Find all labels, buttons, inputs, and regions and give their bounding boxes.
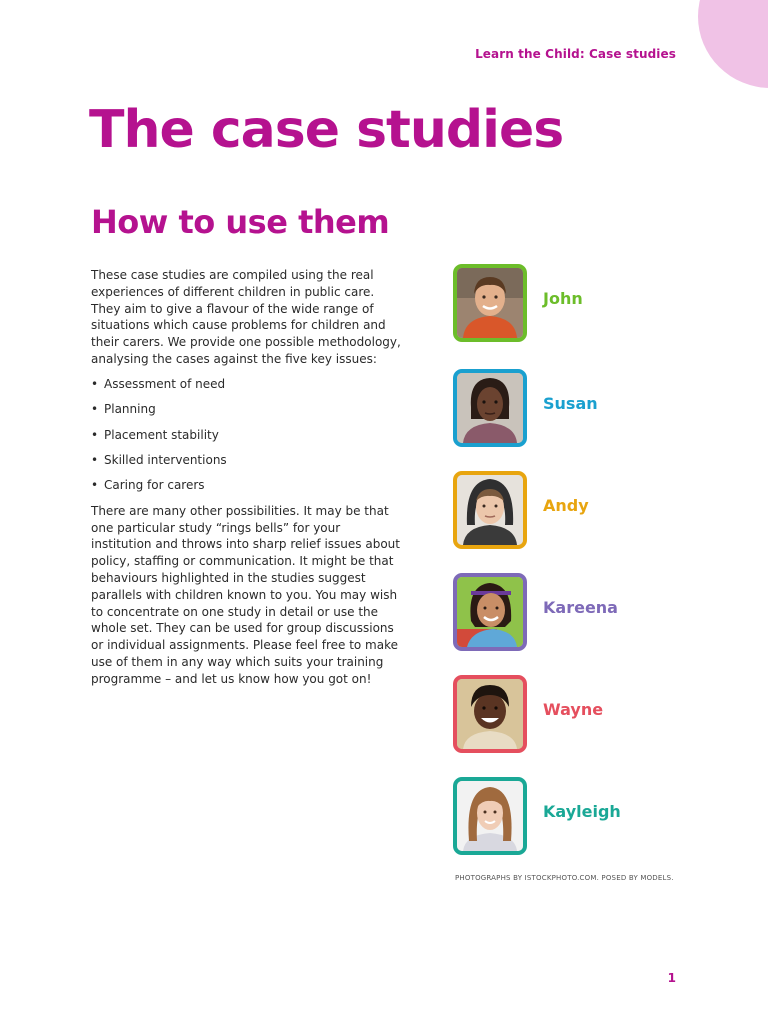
- child-portrait-image: [457, 268, 523, 338]
- list-item: • Planning: [91, 401, 401, 418]
- list-item: • Placement stability: [91, 427, 401, 444]
- child-photo-kareena: [453, 573, 527, 651]
- child-name: John: [543, 289, 583, 308]
- child-name: Kayleigh: [543, 802, 621, 821]
- child-photo-wayne: [453, 675, 527, 753]
- child-photo-andy: [453, 471, 527, 549]
- list-item: • Assessment of need: [91, 376, 401, 393]
- case-study-andy: [453, 471, 733, 549]
- photo-credit: PHOTOGRAPHS BY ISTOCKPHOTO.COM. POSED BY MODELS.: [455, 874, 674, 882]
- child-name: Susan: [543, 394, 598, 413]
- list-item: • Caring for carers: [91, 477, 401, 494]
- decorative-corner-circle: [698, 0, 768, 88]
- child-name: Andy: [543, 496, 589, 515]
- child-portrait-image: [457, 577, 523, 647]
- child-name: Kareena: [543, 598, 618, 617]
- child-photo-susan: [453, 369, 527, 447]
- case-study-wayne: [453, 675, 733, 753]
- page-number: 1: [667, 971, 676, 985]
- child-photo-kayleigh: [453, 777, 527, 855]
- body-text-column: [91, 267, 401, 688]
- case-study-john: [453, 264, 733, 342]
- list-item: • Skilled interventions: [91, 452, 401, 469]
- child-name: Wayne: [543, 700, 604, 719]
- child-photo-john: [453, 264, 527, 342]
- case-study-susan: [453, 369, 733, 447]
- child-portrait-image: [457, 373, 523, 443]
- page-title: The case studies: [89, 100, 564, 160]
- running-header: Learn the Child: Case studies: [475, 47, 676, 61]
- child-portrait-image: [457, 475, 523, 545]
- section-heading: How to use them: [91, 203, 390, 241]
- child-portrait-image: [457, 679, 523, 749]
- case-study-kayleigh: [453, 777, 733, 855]
- child-portrait-image: [457, 781, 523, 851]
- intro-paragraph: These case studies are compiled using the real experiences of different children in public care. They aim to give a flavour of the wide range of situations which cause problems for children and their carers. We provide one possible methodology, analysing the cases against the five key issues:: [91, 268, 401, 366]
- key-issues-list: [91, 376, 401, 494]
- case-study-kareena: [453, 573, 733, 651]
- closing-paragraph: There are many other possibilities. It may be that one particular study “rings bells” for your institution and throws into sharp relief issues about policy, staffing or communication. It might be that behaviours highlighted in the studies suggest parallels with children known to you. You may wish to concentrate on one study in detail or use the whole set. They can be used for group discussions or individual assignments. Please feel free to make use of them in any way which suits your training programme – and let us know how you got on!: [91, 503, 400, 686]
